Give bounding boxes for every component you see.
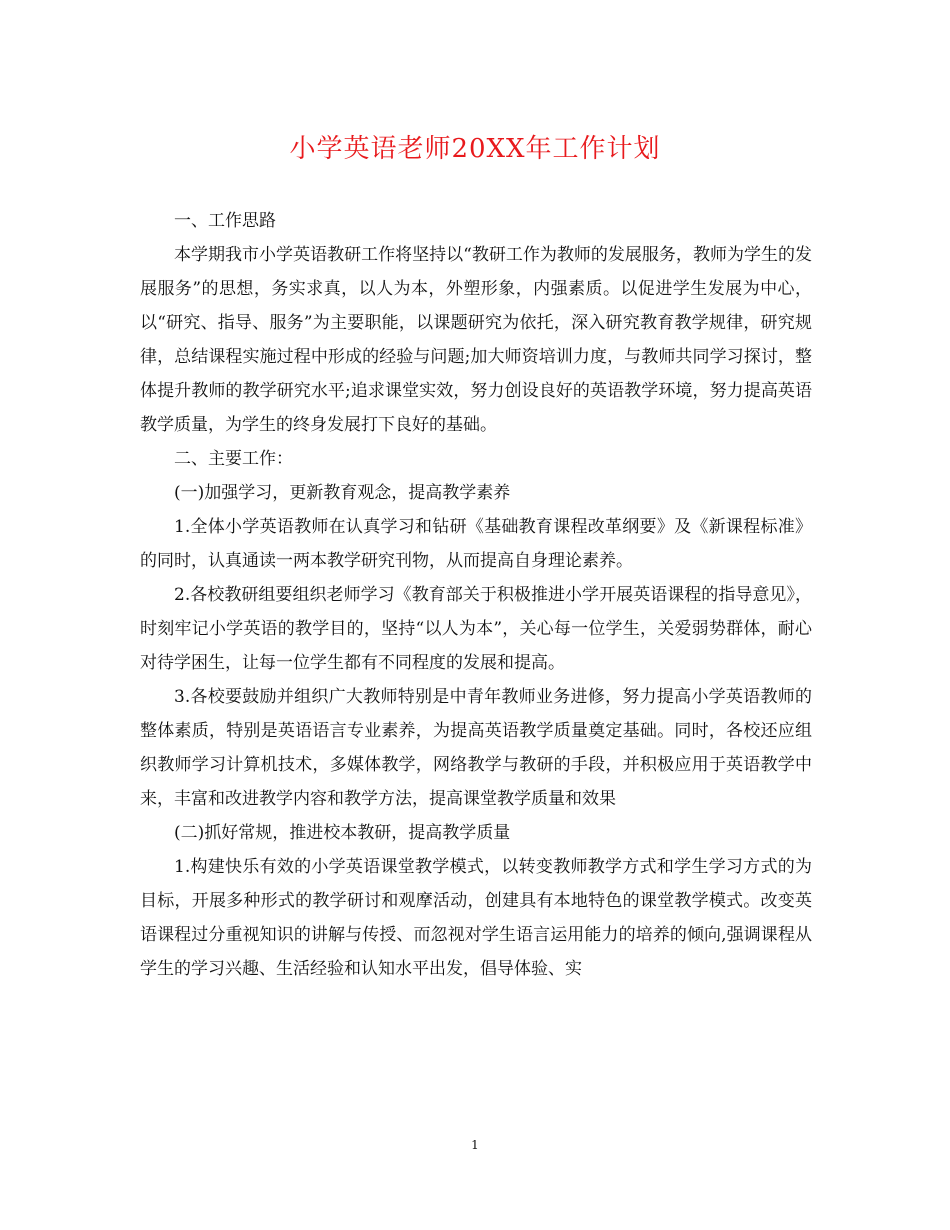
paragraph-item-2: 2.各校教研组要组织老师学习《教育部关于积极推进小学开展英语课程的指导意见》，时刻牢记小学英语的教学目的，坚持“以人为本”，关心每一位学生，关爱弱势群体，耐心对待学困生，让每一位学生都有不同程度的发展和提高。 bbox=[140, 585, 812, 673]
paragraph-item-3: 3.各校要鼓励并组织广大教师特别是中青年教师业务进修，努力提高小学英语教师的整体素质，特别是英语语言专业素养，为提高英语教学质量奠定基础。同时，各校还应组织教师学习计算机技术，多媒体教学，网络教学与教研的手段，并积极应用于英语教学中来，丰富和改进教学内容和教学方法，提高课堂教学质量和效果 bbox=[140, 687, 812, 809]
document-title: 小学英语老师20XX年工作计划 bbox=[289, 134, 661, 164]
page-number: 1 bbox=[471, 1138, 479, 1152]
subsection-heading-1: (一)加强学习，更新教育观念，提高教学素养 bbox=[174, 483, 511, 503]
paragraph-item-1: 1.全体小学英语教师在认真学习和钻研《基础教育课程改革纲要》及《新课程标准》的同时，认真通读一两本教学研究刊物，从而提高自身理论素养。 bbox=[140, 517, 812, 571]
section-heading-1: 一、工作思路 bbox=[174, 211, 276, 231]
paragraph-item-4: 1.构建快乐有效的小学英语课堂教学模式，以转变教师教学方式和学生学习方式的为目标，开展多种形式的教学研讨和观摩活动，创建具有本地特色的课堂教学模式。改变英语课程过分重视知识的讲解与传授、而忽视对学生语言运用能力的培养的倾向,强调课程从学生的学习兴趣、生活经验和认知水平出发，倡导体验、实 bbox=[140, 857, 812, 979]
section-heading-2: 二、主要工作： bbox=[174, 449, 293, 469]
subsection-heading-2: (二)抓好常规，推进校本教研，提高教学质量 bbox=[174, 823, 511, 843]
paragraph-intro: 本学期我市小学英语教研工作将坚持以“教研工作为教师的发展服务，教师为学生的发展服务”的思想，务实求真，以人为本，外塑形象，内强素质。以促进学生发展为中心，以“研究、指导、服务”为主要职能，以课题研究为依托，深入研究教育教学规律，研究规律，总结课程实施过程中形成的经验与问题;加大师资培训力度，与教师共同学习探讨，整体提升教师的教学研究水平;追求课堂实效，努力创设良好的英语教学环境，努力提高英语教学质量，为学生的终身发展打下良好的基础。 bbox=[140, 245, 812, 435]
document-body bbox=[140, 204, 812, 986]
